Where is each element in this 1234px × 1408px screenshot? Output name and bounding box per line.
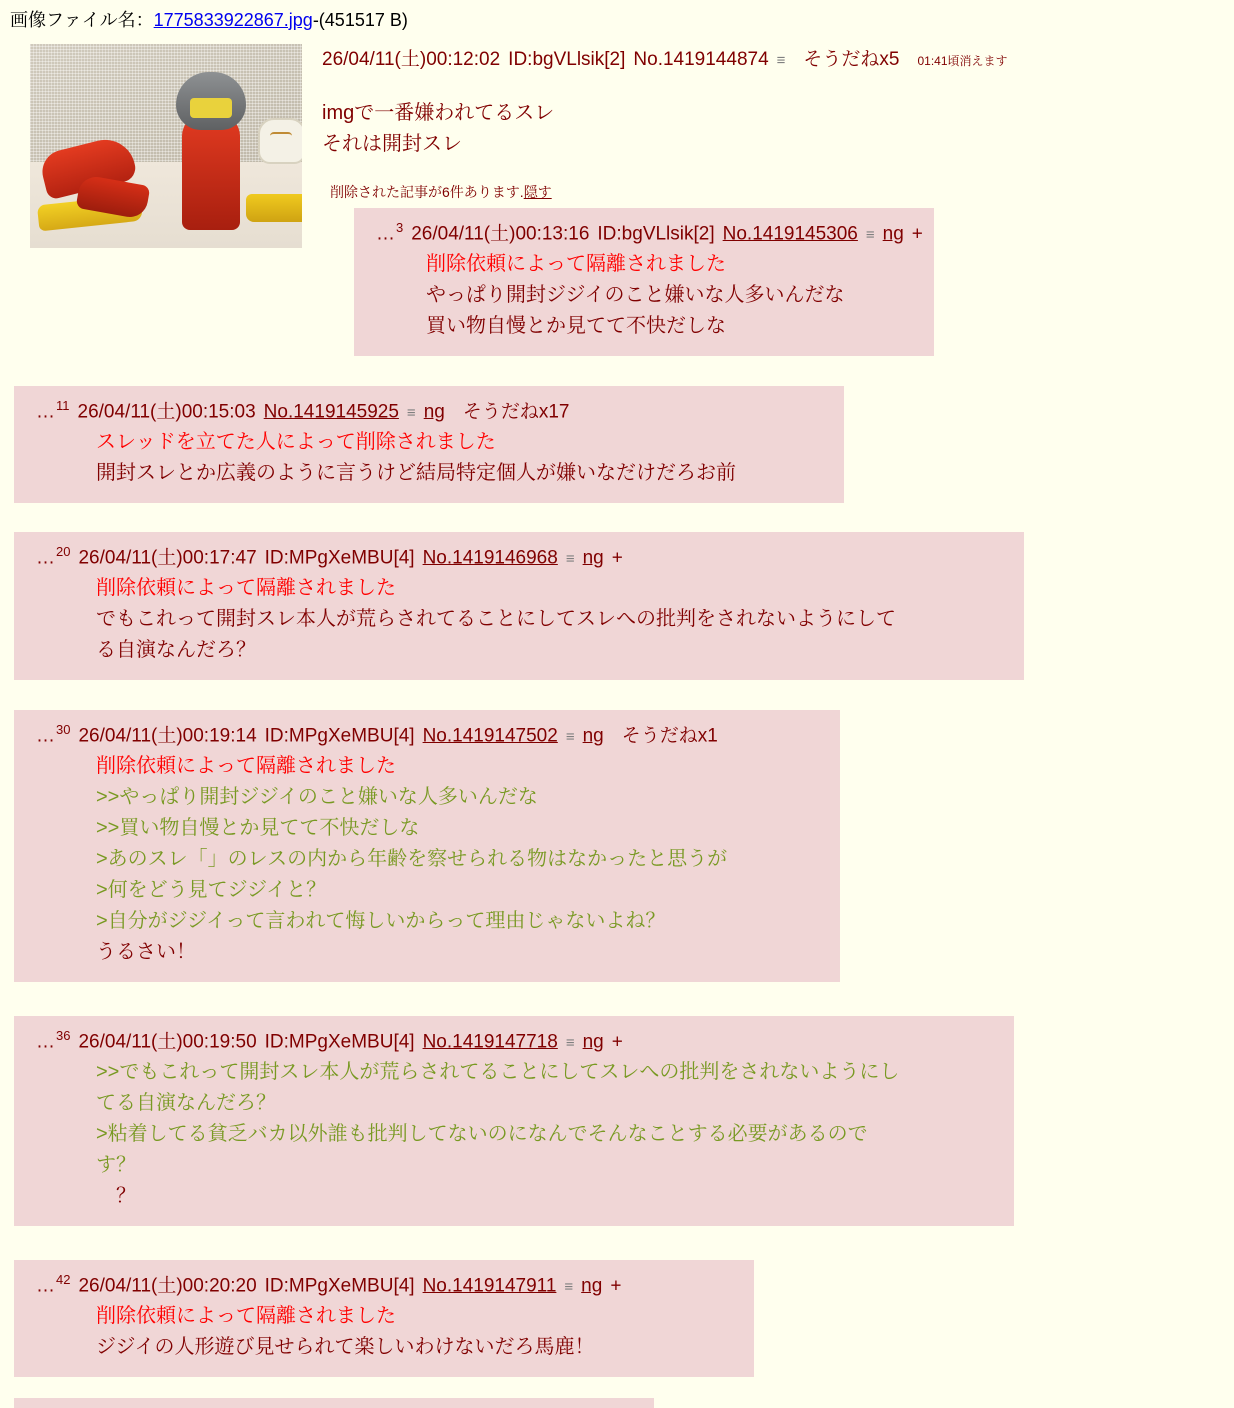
reply-body — [28, 573, 1010, 666]
reply-quote-line: >>でもこれって開封スレ本人が荒らされてることにしてスレへの批判をされないようにし — [96, 1061, 900, 1084]
moderation-notice: スレッドを立てた人によって削除されました — [96, 431, 496, 454]
reply-line: うるさい！ — [96, 941, 196, 964]
reply-index: 30 — [56, 722, 71, 737]
reply-line: 開封スレとか広義のように言うけど結局特定個人が嫌いなだけだろお前 — [96, 462, 736, 485]
reply-user-id: ID:MPgXeMBU[4] — [264, 1275, 415, 1297]
expand-icon[interactable]: + — [610, 1275, 622, 1297]
reply-container — [14, 710, 840, 982]
reply-quote-line: >何をどう見てジジイと？ — [96, 879, 327, 902]
reply-user-id: ID:MPgXeMBU[4] — [264, 547, 415, 569]
reply-index: 42 — [56, 1272, 71, 1287]
reply-user-id: ID:bgVLlsik[2] — [597, 223, 715, 245]
reply-toggle-dots[interactable]: … — [36, 547, 56, 569]
reply-container — [14, 386, 844, 503]
reply-toggle-dots[interactable]: … — [376, 223, 396, 245]
reply-toggle-dots[interactable]: … — [36, 725, 56, 747]
moderation-notice: 削除依頼によって隔離されました — [96, 577, 396, 600]
reply-post-number[interactable]: No.1419147718 — [422, 1031, 558, 1053]
reply-body — [28, 427, 830, 489]
image-filesize: -(451517 B) — [312, 10, 408, 30]
root-post-expiry-notice: 01:41頃消えます — [917, 54, 1008, 68]
reply-post-number[interactable]: No.1419147502 — [422, 725, 558, 747]
reply-post — [14, 532, 1024, 680]
reply-quote-line: >あのスレ「」のレスの内から年齢を察せられる物はなかったと思うが — [96, 848, 728, 871]
menu-icon[interactable]: ≡ — [565, 1034, 575, 1052]
image-filename-label: 画像ファイル名： — [10, 10, 154, 30]
reply-line: ？ — [96, 1185, 136, 1208]
reply-body — [368, 249, 920, 342]
ng-link[interactable]: ng — [882, 223, 904, 245]
reply-toggle-dots[interactable]: … — [36, 1031, 56, 1053]
reply-date: 26/04/11(土)00:19:14 — [78, 725, 257, 747]
reply-index: 3 — [396, 220, 404, 235]
reply-post-number[interactable]: No.1419147911 — [422, 1275, 557, 1297]
reply-quote-line: >>やっぱり開封ジジイのこと嫌いな人多いんだな — [96, 786, 538, 809]
reply-index: 11 — [56, 398, 70, 413]
root-post-date: 26/04/11(土)00:12:02 — [322, 49, 501, 70]
reply-quote-line: す？ — [96, 1154, 136, 1177]
reply-date: 26/04/11(土)00:17:47 — [78, 547, 257, 569]
reply-user-id: ID:MPgXeMBU[4] — [264, 1031, 415, 1053]
reply-date: 26/04/11(土)00:19:50 — [78, 1031, 257, 1053]
reply-user-id: ID:MPgXeMBU[4] — [264, 725, 415, 747]
reply-index: 20 — [56, 544, 71, 559]
reply-body — [28, 1301, 740, 1363]
image-filename-link[interactable]: 1775833922867.jpg — [153, 10, 313, 30]
reply-post — [14, 710, 840, 982]
thread-image-thumbnail[interactable] — [30, 44, 302, 248]
reply-post-number[interactable]: No.1419146968 — [422, 547, 558, 569]
reply-post — [14, 1260, 754, 1377]
reply-index: 36 — [56, 1028, 71, 1043]
menu-icon[interactable]: ≡ — [776, 52, 786, 69]
root-post-sodane-count[interactable]: そうだねx5 — [803, 49, 900, 70]
reply-line: やっぱり開封ジジイのこと嫌いな人多いんだな — [426, 284, 845, 307]
expand-icon[interactable]: + — [911, 223, 923, 245]
root-post-user-id: ID:bgVLlsik[2] — [508, 49, 626, 70]
reply-toggle-dots[interactable]: … — [36, 1275, 56, 1297]
reply-line: る自演なんだろ？ — [96, 639, 256, 662]
reply-header — [28, 716, 826, 751]
reply-date: 26/04/11(土)00:20:20 — [78, 1275, 257, 1297]
moderation-notice: 削除依頼によって隔離されました — [96, 755, 396, 778]
reply-sodane-count[interactable]: そうだねx1 — [621, 725, 718, 747]
expand-icon[interactable]: + — [611, 547, 623, 569]
reply-header — [28, 538, 1010, 573]
reply-quote-line: >粘着してる貧乏バカ以外誰も批判してないのになんでそんなことする必要があるので — [96, 1123, 868, 1146]
toy-figure-visor — [190, 98, 232, 118]
reply-header — [28, 1022, 1000, 1057]
reply-body — [28, 1057, 1000, 1212]
reply-post — [14, 1016, 1014, 1226]
reply-date: 26/04/11(土)00:15:03 — [77, 401, 256, 423]
reply-container — [14, 1016, 1014, 1226]
reply-line: でもこれって開封スレ本人が荒らされてることにしてスレへの批判をされないようにして — [96, 608, 896, 631]
toy-figure-cat — [258, 118, 302, 164]
reply-header — [28, 392, 830, 427]
reply-quote-line: >>買い物自慢とか見てて不快だしな — [96, 817, 420, 840]
expand-icon[interactable]: + — [611, 1031, 623, 1053]
reply-container — [14, 1398, 654, 1408]
reply-quote-line: >自分がジジイって言われて悔しいからって理由じゃないよね？ — [96, 910, 666, 933]
menu-icon[interactable]: ≡ — [565, 550, 575, 568]
root-post-line: imgで一番嫌われてるスレ — [322, 102, 555, 124]
reply-body — [28, 751, 826, 968]
reply-header — [28, 1266, 740, 1301]
ng-link[interactable]: ng — [582, 1031, 604, 1053]
reply-post-partial — [14, 1398, 654, 1408]
reply-date: 26/04/11(土)00:13:16 — [411, 223, 590, 245]
ng-link[interactable]: ng — [581, 1275, 603, 1297]
toy-figure-red-standing — [182, 114, 240, 230]
root-post-header — [322, 48, 1202, 73]
menu-icon[interactable]: ≡ — [564, 1278, 574, 1296]
root-post-line: それは開封スレ — [322, 133, 462, 155]
image-filename-line — [0, 0, 1234, 34]
reply-sodane-count[interactable]: そうだねx17 — [462, 401, 570, 423]
reply-line: 買い物自慢とか見てて不快だしな — [426, 315, 726, 338]
moderation-notice: 削除依頼によって隔離されました — [426, 253, 726, 276]
reply-post — [14, 386, 844, 503]
reply-quote-line: てる自演なんだろ？ — [96, 1092, 276, 1115]
deleted-posts-count-text: 削除された記事が6件あります. — [330, 184, 524, 200]
menu-icon[interactable]: ≡ — [406, 404, 416, 422]
ng-link[interactable]: ng — [582, 725, 604, 747]
hide-deleted-link[interactable]: 隠す — [523, 184, 552, 200]
reply-post-number[interactable]: No.1419145925 — [263, 401, 399, 423]
reply-line: ジジイの人形遊び見せられて楽しいわけないだろ馬鹿！ — [96, 1336, 595, 1359]
moderation-notice: 削除依頼によって隔離されました — [96, 1305, 396, 1328]
reply-container — [354, 208, 934, 356]
reply-container — [14, 532, 1024, 680]
toy-figure-yellow-small — [246, 194, 302, 222]
menu-icon[interactable]: ≡ — [565, 728, 575, 746]
reply-container — [14, 1260, 754, 1377]
deleted-posts-info — [330, 182, 552, 202]
reply-toggle-dots[interactable]: … — [36, 401, 56, 423]
ng-link[interactable]: ng — [582, 547, 604, 569]
ng-link[interactable]: ng — [423, 401, 445, 423]
menu-icon[interactable]: ≡ — [865, 226, 875, 244]
reply-post — [354, 208, 934, 356]
root-post-body — [322, 98, 1062, 160]
reply-post-number[interactable]: No.1419145306 — [722, 223, 858, 245]
root-post-number: No.1419144874 — [633, 49, 769, 70]
reply-header — [368, 214, 923, 249]
